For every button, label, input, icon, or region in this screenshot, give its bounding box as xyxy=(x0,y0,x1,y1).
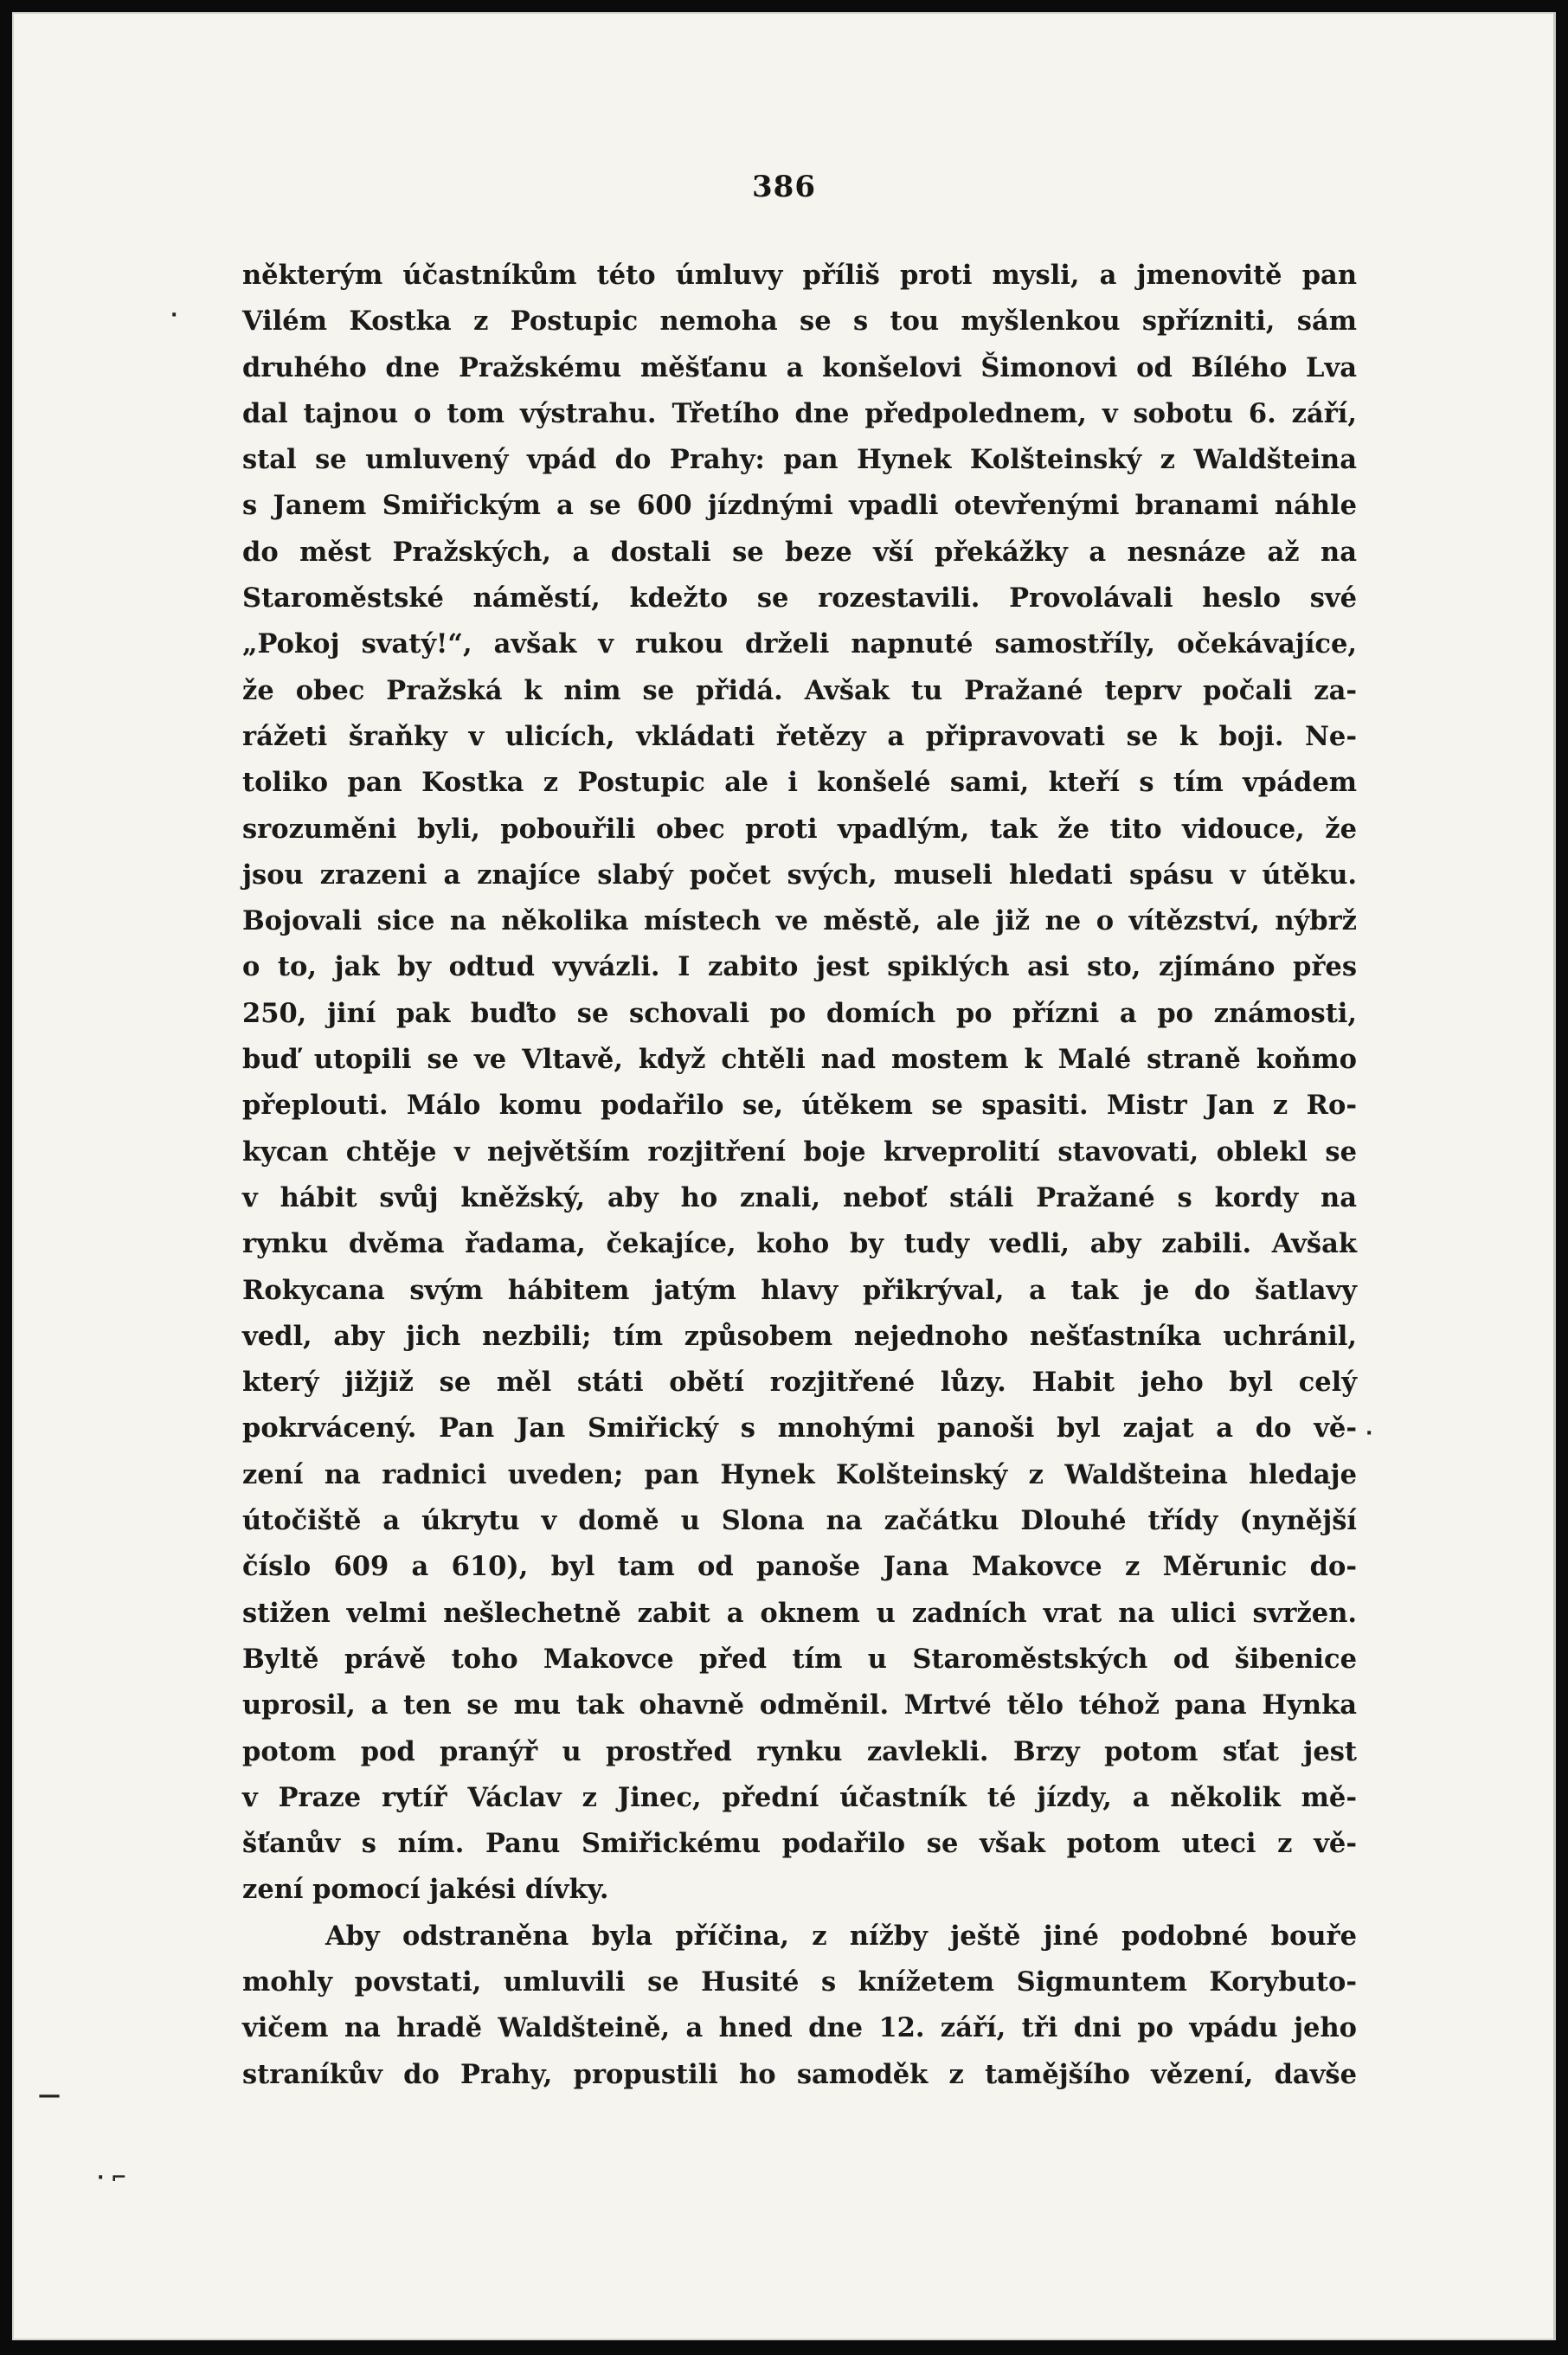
text-line: 250, jiní pak buďto se schovali po domích po přízni a po známosti, xyxy=(242,997,1357,1029)
text-line: stižen velmi nešlechetně zabit a oknem u zadních vrat na ulici svržen. xyxy=(242,1597,1357,1629)
text-line: do měst Pražských, a dostali se beze vší překážky a nesnáze až na xyxy=(242,536,1357,568)
text-line: zení na radnici uveden; pan Hynek Kolšteinský z Waldšteina hledaje xyxy=(242,1458,1357,1490)
margin-dot-arrow-mark: · ⌐ xyxy=(97,2167,127,2189)
text-line: potom pod pranýř u prostřed rynku zavlekli. Brzy potom sťat jest xyxy=(242,1735,1357,1767)
text-line: kycan chtěje v největším rozjitření boje krveprolití stavovati, oblekl se xyxy=(242,1136,1357,1168)
margin-dot-mark: · xyxy=(170,305,178,326)
text-line: pokrvácený. Pan Jan Smiřický s mnohými panoši byl zajat a do vě- xyxy=(242,1412,1357,1445)
text-line: toliko pan Kostka z Postupic ale i konšelé sami, kteří s tím vpádem xyxy=(242,767,1357,799)
text-line: Bojovali sice na několika místech ve městě, ale již ne o vítězství, nýbrž xyxy=(242,905,1357,937)
text-line: rážeti šraňky v ulicích, vkládati řetězy a připravovati se k boji. Ne- xyxy=(242,720,1357,752)
scan-border-right xyxy=(1553,12,1556,2340)
text-line-paragraph-start: Aby odstraněna byla příčina, z nížby ještě jiné podobné bouře xyxy=(325,1920,1357,1952)
text-line: že obec Pražská k nim se přidá. Avšak tu Pražané teprv počali za- xyxy=(242,674,1357,706)
text-line: šťanův s ním. Panu Smiřickému podařilo se však potom uteci z vě- xyxy=(242,1828,1357,1860)
text-line: Vilém Kostka z Postupic nemoha se s tou myšlenkou spřízniti, sám xyxy=(242,306,1357,338)
text-line: Byltě právě toho Makovce před tím u Staroměstských od šibenice xyxy=(242,1643,1357,1675)
text-line: jsou zrazeni a znajíce slabý počet svých, museli hledati spásu v útěku. xyxy=(242,859,1357,891)
text-line: číslo 609 a 610), byl tam od panoše Jana Makovce z Měrunic do- xyxy=(242,1551,1357,1583)
text-line: útočiště a úkrytu v domě u Slona na začátku Dlouhé třídy (nynější xyxy=(242,1505,1357,1537)
text-line: uprosil, a ten se mu tak ohavně odměnil. Mrtvé tělo téhož pana Hynka xyxy=(242,1689,1357,1721)
text-line: Rokycana svým hábitem jatým hlavy přikrýval, a tak je do šatlavy xyxy=(242,1274,1357,1306)
body-text xyxy=(242,253,1357,2098)
text-line: v hábit svůj kněžský, aby ho znali, neboť stáli Pražané s kordy na xyxy=(242,1181,1357,1213)
book-page xyxy=(12,12,1556,2340)
text-line: mohly povstati, umluvili se Husité s knížetem Sigmuntem Korybuto- xyxy=(242,1966,1357,1998)
text-line: rynku dvěma řadama, čekajíce, koho by tudy vedli, aby zabili. Avšak xyxy=(242,1228,1357,1260)
text-line: vedl, aby jich nezbili; tím způsobem nejednoho nešťastníka uchránil, xyxy=(242,1320,1357,1352)
text-line-paragraph-end: zení pomocí jakési dívky. xyxy=(242,1874,609,1906)
text-line: stal se umluvený vpád do Prahy: pan Hynek Kolšteinský z Waldšteina xyxy=(242,444,1357,476)
text-line: buď utopili se ve Vltavě, když chtěli nad mostem k Malé straně koňmo xyxy=(242,1044,1357,1076)
text-line: s Janem Smiřickým a se 600 jízdnými vpadli otevřenými branami náhle xyxy=(242,490,1357,522)
text-line: dal tajnou o tom výstrahu. Třetího dne předpolednem, v sobotu 6. září, xyxy=(242,397,1357,429)
margin-dot-mark-right: · xyxy=(1366,1423,1373,1445)
text-line: srozuměni byli, pobouřili obec proti vpadlým, tak že tito vidouce, že xyxy=(242,813,1357,845)
text-line: „Pokoj svatý!“, avšak v rukou drželi napnuté samostříly, očekávajíce, xyxy=(242,628,1357,660)
text-line: který jižjiž se měl státi obětí rozjitřené lůzy. Habit jeho byl celý xyxy=(242,1367,1357,1399)
text-line: druhého dne Pražskému měšťanu a konšelovi Šimonovi od Bílého Lva xyxy=(242,351,1357,383)
text-line: vičem na hradě Waldšteině, a hned dne 12. září, tři dni po vpádu jeho xyxy=(242,2012,1357,2044)
margin-dash-mark: — xyxy=(38,2082,61,2108)
page-number: 386 xyxy=(752,170,816,204)
text-line: přeplouti. Málo komu podařilo se, útěkem se spasiti. Mistr Jan z Ro- xyxy=(242,1090,1357,1122)
text-line: straníkův do Prahy, propustili ho samoděk z tamějšího vězení, davše xyxy=(242,2058,1357,2090)
text-line: některým účastníkům této úmluvy příliš proti mysli, a jmenovitě pan xyxy=(242,260,1357,291)
text-line: o to, jak by odtud vyvázli. I zabito jest spiklých asi sto, zjímáno přes xyxy=(242,951,1357,983)
text-line: Staroměstské náměstí, kdežto se rozestavili. Provolávali heslo své xyxy=(242,582,1357,614)
text-line: v Praze rytíř Václav z Jinec, přední účastník té jízdy, a několik mě- xyxy=(242,1781,1357,1813)
